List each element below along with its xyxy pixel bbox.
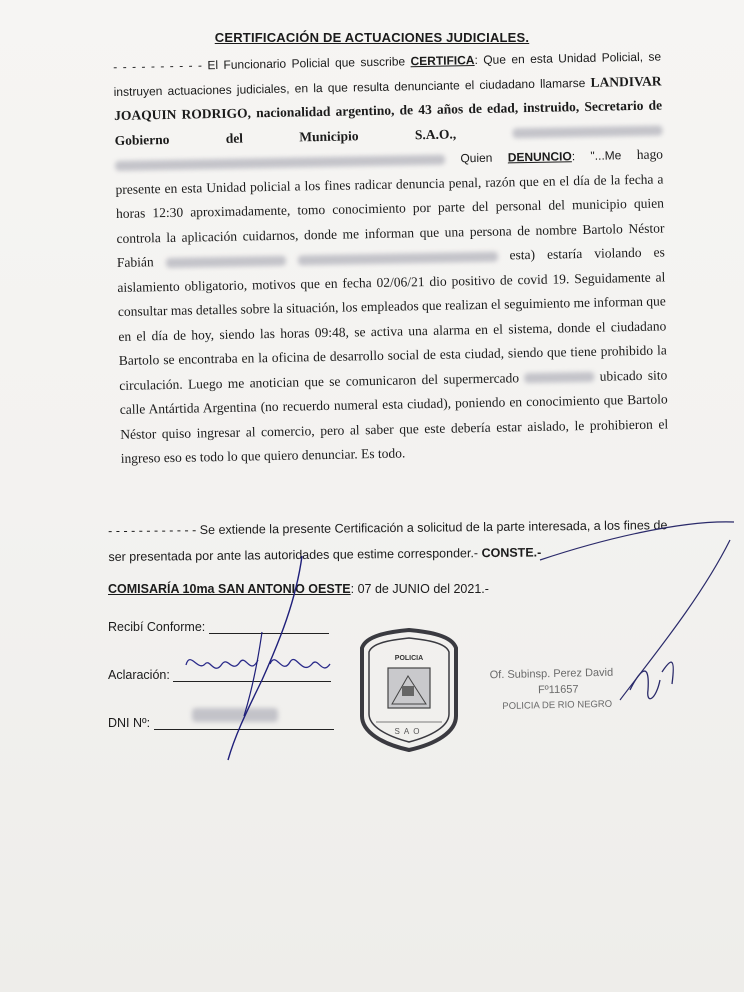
recibi-conforme-label: Recibí Conforme:: [108, 620, 206, 634]
closing-dashes: - - - - - - - - - - - -: [108, 523, 197, 538]
denunciante-details: LANDIVAR JOAQUIN RODRIGO, nacionalidad argentino, de 43 años de edad, instruido, Secretario de Gobierno del Municipio S.A.O.,: [113, 72, 663, 148]
quote-start: : "...Me: [571, 148, 622, 164]
seal-bottom-text: SAO: [394, 727, 424, 736]
officer-signature-1: [540, 522, 734, 700]
officer-file-number: Fº11657: [537, 683, 579, 697]
intro-text: El Funcionario Policial que suscribe: [201, 54, 411, 73]
date-text: : 07 de JUNIO del 2021.-: [350, 582, 489, 596]
intro-text-2: : Que en esta Unidad Policial, se instruyen actuaciones judiciales, en la que resulta denunciante el ciudadano llamarse: [113, 49, 662, 99]
officer-organization: POLICIA DE RIO NEGRO: [502, 698, 613, 713]
aclaracion-label: Aclaración:: [108, 668, 170, 682]
conste-keyword: CONSTE.-: [481, 545, 542, 561]
dni-label: DNI Nº:: [108, 716, 151, 730]
certifica-keyword: CERTIFICA: [410, 53, 475, 69]
denuncio-keyword: DENUNCIO: [507, 149, 572, 165]
comisaria-label: COMISARÍA 10ma SAN ANTONIO OESTE: [108, 582, 351, 596]
quien-label: Quien: [460, 150, 493, 166]
statement-part-2: esta) estaría violando es aislamiento obligatorio, motivos que en fecha 02/06/21 dio positivo de covid 19. Seguidamente al consultar mas detalles sobre la situación, los empleados que realizan el seguimiento me informan que en el día de hoy, siendo las horas 09:48, se activa una alarma en el sistema, donde el ciudadano Bartolo se encontraba en la oficina de desarrollo social de esta ciudad, siendo que tiene prohibido la circulación. Luego me anotician que se comunicaron del supermercado: [117, 244, 667, 393]
closing-text: Se extiende la presente Certificación a solicitud de la parte interesada, a los fines de ser presentada por ante las autoridades que estime corresponder.-: [108, 518, 668, 564]
statement-part-1: hago presente en esta Unidad policial a los fines radicar denuncia penal, razón que en el día de la fecha a horas 12:30 aproximadamente, tomo conocimiento por parte del personal del municipio quien controla la aplicación cuidarnos, donde me informan que una persona de nombre Bartolo Néstor Fabián: [115, 146, 665, 270]
signature-stroke-2: [244, 632, 262, 716]
seal-top-text: POLICIA: [394, 655, 424, 662]
aclaracion-signature: [186, 659, 330, 668]
officer-name: Of. Subinsp. Perez David: [489, 666, 614, 682]
document-title: CERTIFICACIÓN DE ACTUACIONES JUDICIALES.: [214, 30, 530, 45]
signature-stroke-1: [228, 556, 302, 760]
officer-signature-2: [630, 662, 673, 699]
statement-part-3: ubicado sito calle Antártida Argentina (no recuerdo numeral esta ciudad), poniendo en conocimiento que Bartolo Néstor quiso ingresar al comercio, pero al saber que este debería estar aislado, le prohibieron el ingreso eso es todo lo que quiero denunciar. Es todo.: [119, 366, 669, 466]
intro-dashes: - - - - - - - - - -: [113, 58, 203, 74]
